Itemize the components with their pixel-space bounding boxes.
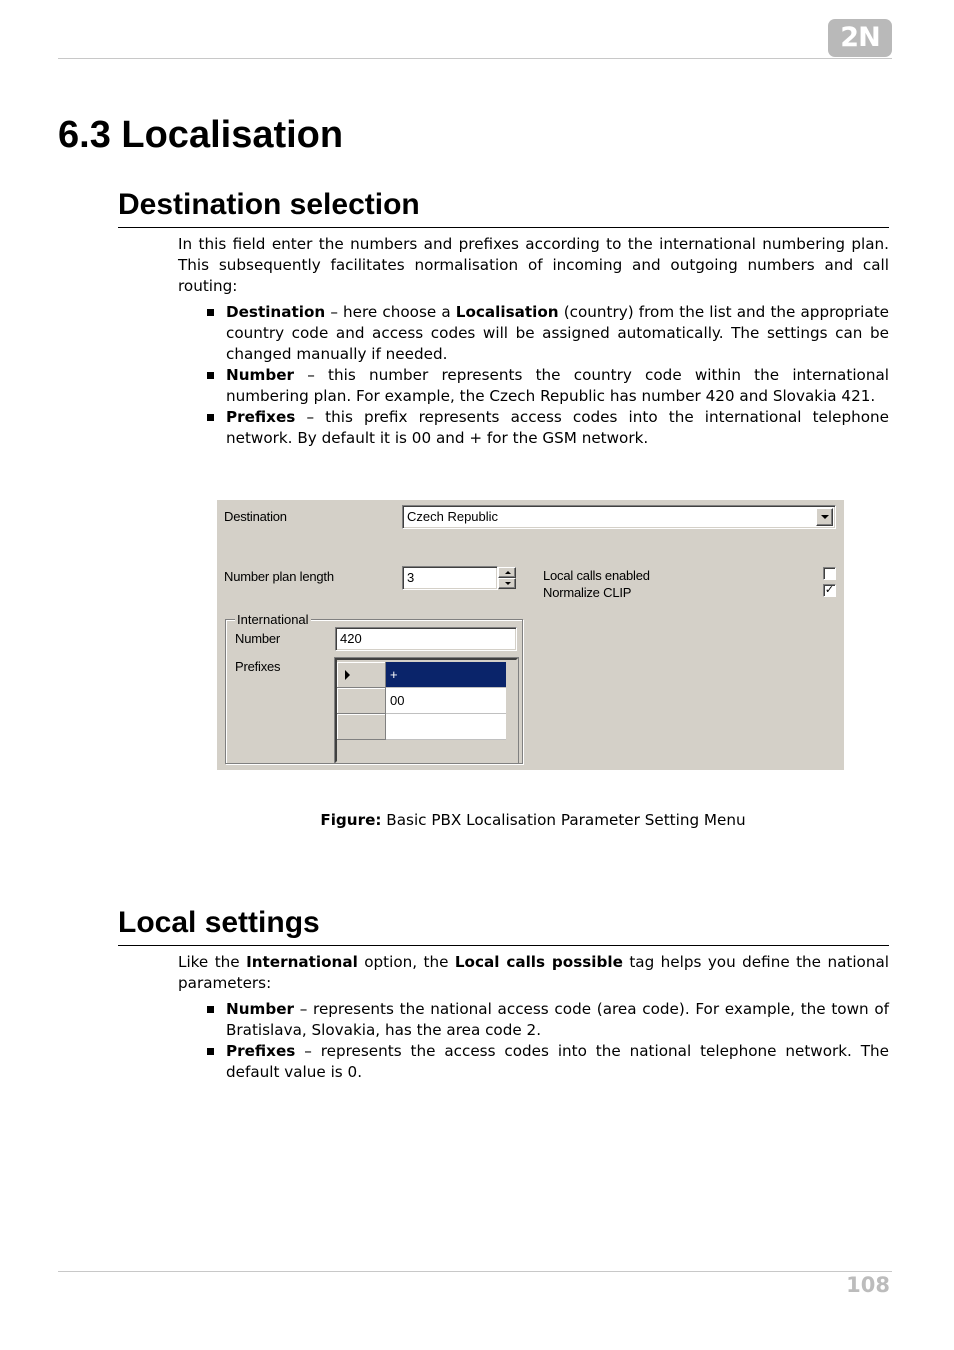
- local-calls-enabled-checkbox[interactable]: [823, 567, 836, 580]
- brand-logo: 2N: [828, 19, 892, 57]
- arrow-up-icon: [505, 571, 511, 574]
- number-label: Number: [235, 631, 281, 646]
- prefix-cell[interactable]: 00: [386, 688, 506, 714]
- spin-up-button[interactable]: [498, 567, 516, 578]
- section1-bullet-list: [206, 302, 889, 449]
- normalize-clip-label: Normalize CLIP: [543, 585, 632, 600]
- bullet-number: Number – represents the national access code (area code). For example, the town of Bratislava, Slovakia, has the area code 2.: [206, 999, 889, 1041]
- section2-bullet-list: [206, 999, 889, 1083]
- number-plan-length-input[interactable]: 3: [402, 566, 498, 590]
- figure-caption: Figure: Basic PBX Localisation Parameter Setting Menu: [320, 811, 746, 829]
- section-title-local-settings: Local settings: [118, 905, 889, 946]
- dropdown-arrow-button[interactable]: [816, 508, 833, 526]
- prefix-cell[interactable]: [386, 714, 506, 740]
- header-divider: [58, 58, 892, 59]
- bullet-number: Number – this number represents the country code within the international numbering plan. For example, the Czech Republic has number 420 and Slovakia 421.: [206, 365, 889, 407]
- section1-intro: In this field enter the numbers and prefixes according to the international numbering plan. This subsequently facilitates normalisation of incoming and outgoing numbers and call routing:: [178, 235, 889, 295]
- page-number: 108: [846, 1273, 890, 1297]
- section2-intro: Like the International option, the Local calls possible tag helps you define the national parameters:: [178, 953, 889, 992]
- row-header[interactable]: [337, 662, 386, 688]
- destination-label: Destination: [224, 509, 287, 524]
- row-header[interactable]: [337, 688, 386, 714]
- spin-down-button[interactable]: [498, 578, 516, 589]
- localisation-settings-screenshot: [217, 500, 844, 770]
- section-title-destination-selection: Destination selection: [118, 187, 889, 228]
- row-header[interactable]: [337, 714, 386, 740]
- checkmark-icon: ✓: [824, 584, 835, 596]
- chevron-down-icon: [821, 515, 829, 519]
- destination-dropdown[interactable]: Czech Republic: [402, 505, 836, 529]
- footer-divider: [58, 1271, 892, 1272]
- local-calls-enabled-label: Local calls enabled: [543, 568, 650, 583]
- international-group-title: International: [237, 612, 309, 627]
- bullet-destination: Destination – here choose a Localisation (country) from the list and the appropriate country code and access codes will be assigned automatically. The settings can be changed manually if needed.: [206, 302, 889, 365]
- arrow-down-icon: [505, 582, 511, 585]
- number-plan-length-label: Number plan length: [224, 569, 334, 584]
- prefixes-grid[interactable]: [335, 658, 518, 763]
- prefixes-label: Prefixes: [235, 659, 281, 674]
- prefix-cell[interactable]: +: [386, 662, 506, 688]
- normalize-clip-checkbox[interactable]: [823, 584, 836, 597]
- chapter-title: 6.3 Localisation: [58, 114, 344, 156]
- bullet-prefixes: Prefixes – represents the access codes into the national telephone network. The default value is 0.: [206, 1041, 889, 1083]
- bullet-prefixes: Prefixes – this prefix represents access codes into the international telephone network. By default it is 00 and + for the GSM network.: [206, 407, 889, 449]
- international-number-input[interactable]: 420: [335, 627, 517, 651]
- current-row-pointer-icon: [345, 670, 350, 680]
